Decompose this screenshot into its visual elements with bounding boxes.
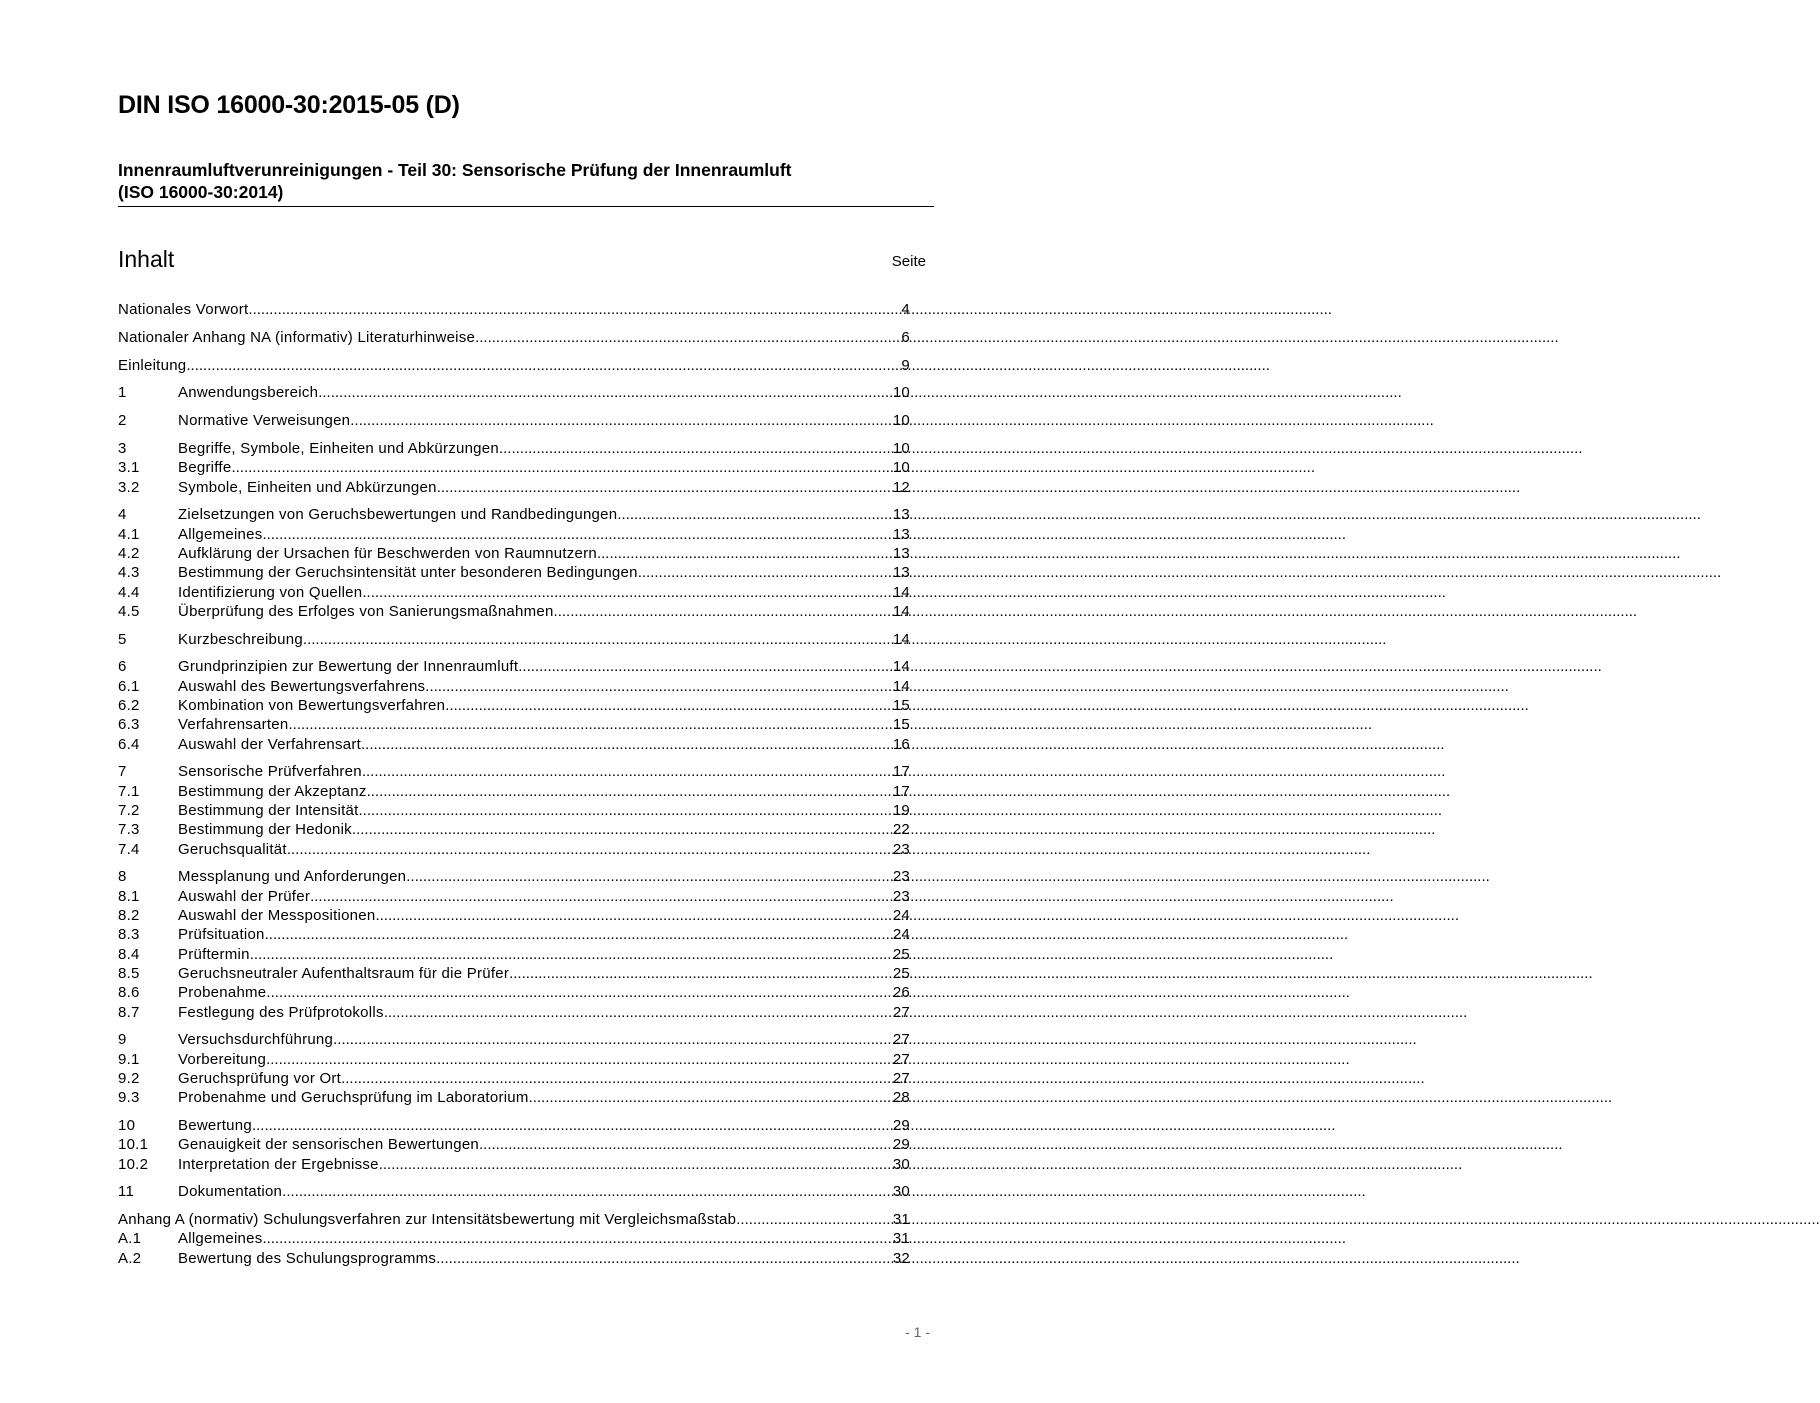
toc-dot-leader (282, 1182, 893, 1201)
toc-entry-page: 30 (892, 1183, 910, 1201)
toc-entry[interactable] (118, 328, 910, 347)
toc-entry-page: 14 (892, 658, 910, 676)
toc-entry-number: 6.2 (118, 697, 140, 715)
toc-entry-page: 13 (892, 506, 910, 524)
toc-dot-leader (384, 1003, 893, 1022)
toc-dot-leader (262, 1229, 892, 1248)
toc-entry-page: 17 (892, 763, 910, 781)
toc-entry-page: 4 (901, 301, 910, 318)
toc-entry[interactable] (118, 677, 910, 696)
toc-heading: Inhalt (118, 246, 175, 272)
toc-dot-leader (262, 525, 892, 544)
toc-entry[interactable] (118, 1182, 910, 1201)
toc-entry-number: 9.1 (118, 1050, 140, 1068)
toc-entry[interactable] (118, 478, 910, 497)
toc-entry-page: 26 (892, 984, 910, 1002)
toc-dot-leader (289, 715, 893, 734)
toc-entry-label: Anhang A (normativ) Schulungsverfahren zur Intensitätsbewertung mit Vergleichsmaßstab (118, 1211, 737, 1229)
toc-group (118, 867, 910, 1021)
toc-entry-page: 10 (892, 412, 910, 430)
toc-entry-page: 25 (892, 964, 910, 982)
toc-entry-page: 27 (892, 1069, 910, 1087)
toc-dot-leader (638, 563, 893, 582)
toc-entry[interactable] (118, 1030, 910, 1049)
toc-dot-leader (250, 945, 893, 964)
toc-entry-label: Anwendungsbereich (178, 384, 319, 402)
toc-dot-leader (248, 300, 901, 319)
toc-entry-page: 13 (892, 525, 910, 543)
toc-entry-number: 8.5 (118, 964, 140, 982)
toc-entry-label: Begriffe, Symbole, Einheiten und Abkürzungen (178, 439, 499, 457)
toc-entry-label: Nationaler Anhang NA (informativ) Literaturhinweise (118, 328, 476, 346)
toc-dot-leader (359, 801, 893, 820)
toc-group (118, 1182, 910, 1201)
toc-entry-page: 24 (892, 907, 910, 925)
toc-entry[interactable] (118, 906, 910, 925)
toc-dot-leader (406, 867, 893, 886)
toc-entry-label: Geruchsprüfung vor Ort (178, 1069, 342, 1087)
toc-entry[interactable] (118, 583, 910, 602)
toc-entry-number: 11 (118, 1183, 135, 1201)
toc-entry-page: 29 (892, 1116, 910, 1134)
toc-dot-leader (310, 887, 893, 906)
toc-entry[interactable] (118, 411, 910, 430)
toc-entry-page: 27 (892, 1003, 910, 1021)
toc-group (118, 1210, 910, 1268)
subtitle-line-1: Innenraumluftverunreinigungen - Teil 30: Sensorische Prüfung der Innenraumluft (118, 160, 792, 180)
toc-entry-number: 10.2 (118, 1155, 149, 1173)
toc-group (118, 411, 910, 430)
toc-entry-page: 19 (892, 802, 910, 820)
toc-entry[interactable] (118, 715, 910, 734)
toc-entry-label: Probenahme und Geruchsprüfung im Laboratorium (178, 1089, 529, 1107)
toc-entry-number: 9 (118, 1031, 127, 1049)
toc-entry-label: Prüftermin (178, 945, 250, 963)
toc-entry-page: 23 (892, 887, 910, 905)
toc-entry-page: 32 (892, 1249, 910, 1267)
toc-entry-number: 6.4 (118, 735, 140, 753)
toc-dot-leader (529, 1088, 893, 1107)
toc-entry-label: Geruchsqualität (178, 840, 287, 858)
toc-dot-leader (362, 583, 892, 602)
toc-dot-leader (252, 1116, 893, 1135)
toc-group (118, 762, 910, 858)
toc-entry-number: 6.3 (118, 716, 140, 734)
toc-entry-label: Normative Verweisungen (178, 412, 351, 430)
toc-entry-number: 8 (118, 868, 127, 886)
page-column-label: Seite (891, 253, 926, 270)
document-subtitle (118, 159, 918, 203)
toc-group (118, 630, 910, 649)
toc-entry-page: 27 (892, 1031, 910, 1049)
toc-entry-label: Bewertung des Schulungsprogramms (178, 1249, 437, 1267)
toc-entry[interactable] (118, 602, 910, 621)
toc-entry-page: 14 (892, 602, 910, 620)
toc-entry[interactable] (118, 945, 910, 964)
toc-entry-number: 4.4 (118, 583, 140, 601)
toc-dot-leader (333, 1030, 893, 1049)
toc-entry-number: 8.2 (118, 907, 140, 925)
toc-dot-leader (436, 1249, 893, 1268)
toc-entry[interactable] (118, 563, 910, 582)
toc-dot-leader (186, 356, 901, 375)
toc-entry-label: Bestimmung der Hedonik (178, 821, 352, 839)
toc-group (118, 505, 910, 621)
toc-group (118, 328, 910, 347)
toc-dot-leader (479, 1135, 893, 1154)
toc-entry-label: Verfahrensarten (178, 716, 289, 734)
toc-entry-page: 13 (892, 544, 910, 562)
toc-dot-leader (266, 983, 892, 1002)
toc-dot-leader (518, 657, 893, 676)
toc-group (118, 300, 910, 319)
toc-entry[interactable] (118, 782, 910, 801)
toc-entry-label: Kurzbeschreibung (178, 630, 303, 648)
toc-entry[interactable] (118, 1088, 910, 1107)
toc-entry-label: Bestimmung der Geruchsintensität unter besonderen Bedingungen (178, 564, 638, 582)
toc-entry-label: Allgemeines (178, 1230, 263, 1248)
toc-entry-page: 10 (892, 459, 910, 477)
toc-dot-leader (361, 735, 893, 754)
toc-entry-label: Probenahme (178, 984, 267, 1002)
toc-entry-number: 8.6 (118, 984, 140, 1002)
toc-entry[interactable] (118, 300, 910, 319)
toc-entry-page: 17 (892, 782, 910, 800)
toc-entry-number: 3.1 (118, 459, 140, 477)
toc-dot-leader (445, 696, 893, 715)
toc-dot-leader (509, 964, 893, 983)
toc-entry-number: 5 (118, 630, 127, 648)
toc-entry-label: Zielsetzungen von Geruchsbewertungen und Randbedingungen (178, 506, 618, 524)
toc-entry-page: 24 (892, 926, 910, 944)
toc-entry-page: 16 (892, 735, 910, 753)
toc-entry-label: Versuchsdurchführung (178, 1031, 334, 1049)
toc-dot-leader (231, 458, 892, 477)
toc-entry[interactable] (118, 630, 910, 649)
toc-entry[interactable] (118, 1003, 910, 1022)
toc-entry[interactable] (118, 925, 910, 944)
table-of-contents (118, 300, 910, 1277)
toc-entry-label: Sensorische Prüfverfahren (178, 763, 362, 781)
toc-entry[interactable] (118, 505, 910, 524)
toc-entry[interactable] (118, 983, 910, 1002)
toc-entry-number: 3.2 (118, 478, 140, 496)
toc-entry[interactable] (118, 1135, 910, 1154)
toc-entry-label: Kombination von Bewertungsverfahren (178, 697, 446, 715)
toc-entry-number: 7.1 (118, 782, 140, 800)
toc-entry-page: 22 (892, 821, 910, 839)
toc-entry-number: 4.5 (118, 602, 140, 620)
toc-entry[interactable] (118, 840, 910, 859)
toc-entry-number: 8.4 (118, 945, 140, 963)
toc-entry-number: 9.3 (118, 1089, 140, 1107)
toc-entry-page: 31 (892, 1211, 910, 1229)
toc-dot-leader (554, 602, 893, 621)
toc-entry[interactable] (118, 1249, 910, 1268)
toc-group (118, 657, 910, 753)
toc-entry-page: 13 (892, 564, 910, 582)
toc-entry-number: 10.1 (118, 1136, 149, 1154)
subtitle-line-2: (ISO 16000-30:2014) (118, 182, 284, 202)
toc-entry-page: 10 (892, 439, 910, 457)
toc-entry-number: 8.1 (118, 887, 140, 905)
toc-entry-label: Geruchsneutraler Aufenthaltsraum für die Prüfer (178, 964, 510, 982)
toc-entry[interactable] (118, 1050, 910, 1069)
toc-dot-leader (597, 544, 893, 563)
toc-entry[interactable] (118, 735, 910, 754)
toc-entry-page: 14 (892, 630, 910, 648)
toc-entry[interactable] (118, 887, 910, 906)
toc-entry-page: 10 (892, 384, 910, 402)
toc-dot-leader (475, 328, 901, 347)
toc-group (118, 1116, 910, 1174)
toc-group (118, 439, 910, 497)
toc-entry-page: 14 (892, 677, 910, 695)
toc-entry-number: 4.3 (118, 564, 140, 582)
toc-entry[interactable] (118, 1229, 910, 1248)
toc-entry-number: 9.2 (118, 1069, 140, 1087)
toc-entry[interactable] (118, 1210, 910, 1229)
toc-entry-label: Dokumentation (178, 1183, 283, 1201)
toc-entry-page: 9 (901, 356, 910, 374)
toc-entry-page: 23 (892, 840, 910, 858)
toc-entry-number: 7 (118, 763, 127, 781)
toc-entry-page: 15 (892, 716, 910, 734)
toc-entry-label: Vorbereitung (178, 1050, 267, 1068)
document-title: DIN ISO 16000-30:2015-05 (D) (118, 91, 460, 119)
toc-entry-number: 8.3 (118, 926, 140, 944)
toc-entry-label: Allgemeines (178, 525, 263, 543)
toc-entry-number: 4 (118, 506, 127, 524)
toc-entry[interactable] (118, 820, 910, 839)
toc-entry[interactable] (118, 801, 910, 820)
toc-entry-label: Grundprinzipien zur Bewertung der Innenraumluft (178, 658, 519, 676)
toc-dot-leader (266, 1050, 893, 1069)
toc-entry-label: Auswahl der Messpositionen (178, 907, 376, 925)
toc-entry-label: Einleitung (118, 356, 187, 374)
toc-dot-leader (375, 906, 892, 925)
toc-entry-number: 7.2 (118, 802, 140, 820)
toc-entry-label: Auswahl des Bewertungsverfahrens (178, 677, 426, 695)
toc-entry-label: Symbole, Einheiten und Abkürzungen (178, 478, 437, 496)
toc-entry-label: Bewertung (178, 1116, 252, 1134)
toc-dot-leader (318, 383, 893, 402)
toc-entry[interactable] (118, 1155, 910, 1174)
toc-entry-page: 6 (901, 328, 910, 346)
toc-dot-leader (367, 782, 893, 801)
title-divider (118, 206, 934, 207)
toc-entry-number: A.1 (118, 1230, 142, 1248)
toc-entry[interactable] (118, 964, 910, 983)
toc-entry-page: 28 (892, 1089, 910, 1107)
toc-entry-page: 29 (892, 1136, 910, 1154)
toc-entry-number: 1 (118, 384, 127, 402)
toc-entry-label: Nationales Vorwort (118, 301, 249, 318)
toc-entry[interactable] (118, 762, 910, 781)
toc-group (118, 356, 910, 375)
toc-entry-label: Festlegung des Prüfprotokolls (178, 1003, 384, 1021)
toc-dot-leader (350, 411, 893, 430)
toc-entry-page: 25 (892, 945, 910, 963)
toc-entry-label: Bestimmung der Intensität (178, 802, 359, 820)
toc-entry-label: Begriffe (178, 459, 232, 477)
toc-dot-leader (736, 1210, 893, 1229)
toc-entry-number: A.2 (118, 1249, 142, 1267)
toc-dot-leader (352, 820, 893, 839)
toc-entry-label: Interpretation der Ergebnisse (178, 1155, 379, 1173)
toc-dot-leader (303, 630, 893, 649)
toc-entry-number: 10 (118, 1116, 136, 1134)
toc-entry[interactable] (118, 657, 910, 676)
toc-entry[interactable] (118, 356, 910, 375)
toc-dot-leader (362, 762, 893, 781)
toc-entry-number: 3 (118, 439, 127, 457)
toc-dot-leader (437, 478, 893, 497)
toc-entry[interactable] (118, 1116, 910, 1135)
toc-entry[interactable] (118, 1069, 910, 1088)
toc-dot-leader (341, 1069, 893, 1088)
toc-group (118, 383, 910, 402)
toc-dot-leader (499, 439, 893, 458)
toc-entry[interactable] (118, 867, 910, 886)
toc-entry-label: Bestimmung der Akzeptanz (178, 782, 367, 800)
toc-entry-number: 2 (118, 412, 127, 430)
toc-entry-number: 7.4 (118, 840, 140, 858)
toc-entry-label: Identifizierung von Quellen (178, 583, 363, 601)
toc-dot-leader (265, 925, 893, 944)
toc-entry[interactable] (118, 439, 910, 458)
toc-entry-number: 4.2 (118, 544, 140, 562)
toc-entry-label: Auswahl der Prüfer (178, 887, 311, 905)
toc-entry-page: 12 (892, 478, 910, 496)
toc-dot-leader (287, 840, 893, 859)
toc-entry-number: 4.1 (118, 525, 140, 543)
toc-entry-label: Überprüfung des Erfolges von Sanierungsmaßnahmen (178, 602, 554, 620)
toc-entry-number: 8.7 (118, 1003, 140, 1021)
toc-entry-page: 14 (892, 583, 910, 601)
toc-entry-label: Messplanung und Anforderungen (178, 868, 407, 886)
toc-entry-label: Genauigkeit der sensorischen Bewertungen (178, 1136, 480, 1154)
toc-entry-page: 27 (892, 1050, 910, 1068)
toc-entry-label: Aufklärung der Ursachen für Beschwerden von Raumnutzern (178, 544, 597, 562)
toc-entry-page: 23 (892, 868, 910, 886)
toc-entry[interactable] (118, 383, 910, 402)
toc-entry[interactable] (118, 458, 910, 477)
toc-entry-page: 15 (892, 697, 910, 715)
toc-dot-leader (617, 505, 893, 524)
footer-page-number: - 1 - (905, 1324, 930, 1340)
toc-entry-number: 6 (118, 658, 127, 676)
toc-entry-label: Prüfsituation (178, 926, 265, 944)
toc-entry[interactable] (118, 696, 910, 715)
toc-entry-number: 7.3 (118, 821, 140, 839)
toc-dot-leader (379, 1155, 893, 1174)
toc-entry-page: 31 (892, 1230, 910, 1248)
toc-entry-number: 6.1 (118, 677, 140, 695)
toc-dot-leader (425, 677, 893, 696)
toc-entry[interactable] (118, 544, 910, 563)
toc-entry[interactable] (118, 525, 910, 544)
toc-group (118, 1030, 910, 1107)
toc-entry-page: 30 (892, 1155, 910, 1173)
toc-entry-label: Auswahl der Verfahrensart (178, 735, 362, 753)
